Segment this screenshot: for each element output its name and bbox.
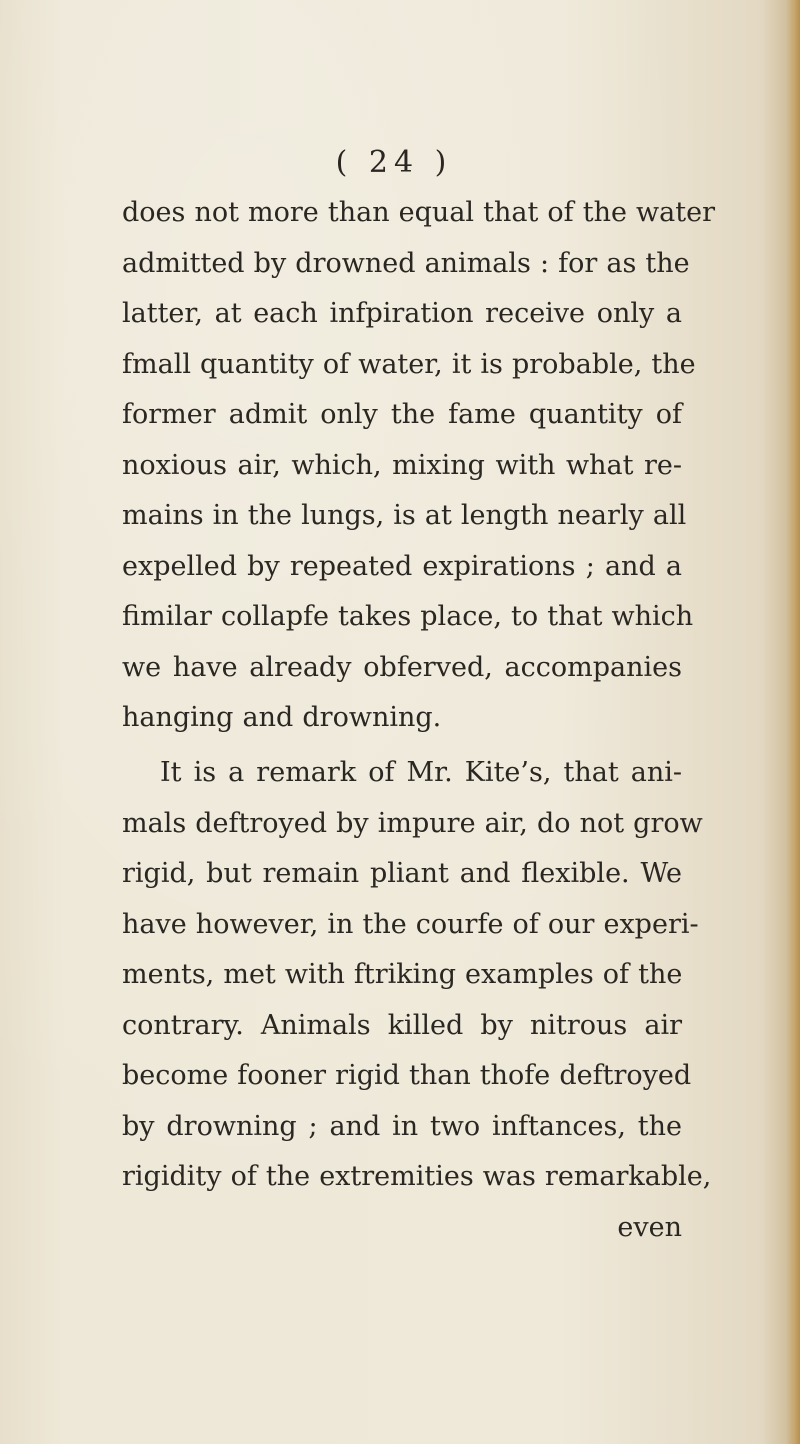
paragraph-2 xyxy=(122,748,712,1253)
text-line: have however, in the courfe of our experi- xyxy=(122,908,699,940)
text-line: mains in the lungs, is at length nearly all xyxy=(122,500,687,531)
text-line: by drowning ; and in two inftances, the xyxy=(122,1110,682,1142)
page-edge xyxy=(786,0,800,1444)
text-line: rigid, but remain pliant and flexible. We xyxy=(122,858,682,889)
text-line: fmall quantity of water, it is probable, the xyxy=(122,348,696,380)
text-line: become fooner rigid than thofe deftroyed xyxy=(122,1060,692,1091)
text-line: former admit only the fame quantity of xyxy=(122,399,682,430)
text-line: mals deftroyed by impure air, do not grow xyxy=(122,807,703,839)
text-line: rigidity of the extremities was remarkable, xyxy=(122,1161,712,1192)
page-number: ( 24 ) xyxy=(335,145,453,180)
text-line: noxious air, which, mixing with what re- xyxy=(122,449,682,481)
paragraph-1 xyxy=(122,188,715,744)
text-line: fimilar collapfe takes place, to that which xyxy=(122,601,694,632)
text-line: hanging and drowning. xyxy=(122,702,442,733)
text-line: It is a remark of Mr. Kite’s, that ani- xyxy=(160,757,682,788)
text-line: contrary. Animals killed by nitrous air xyxy=(122,1009,682,1041)
text-line: expelled by repeated expirations ; and a xyxy=(122,550,682,582)
text-line: does not more than equal that of the water xyxy=(122,197,715,228)
text-line: we have already obferved, accompanies xyxy=(122,651,682,683)
text-line: latter, at each infpiration receive only a xyxy=(122,298,682,329)
catchword: even xyxy=(617,1211,682,1243)
text-line: ments, met with ftriking examples of the xyxy=(122,959,683,990)
text-line: admitted by drowned animals : for as the xyxy=(122,247,690,279)
